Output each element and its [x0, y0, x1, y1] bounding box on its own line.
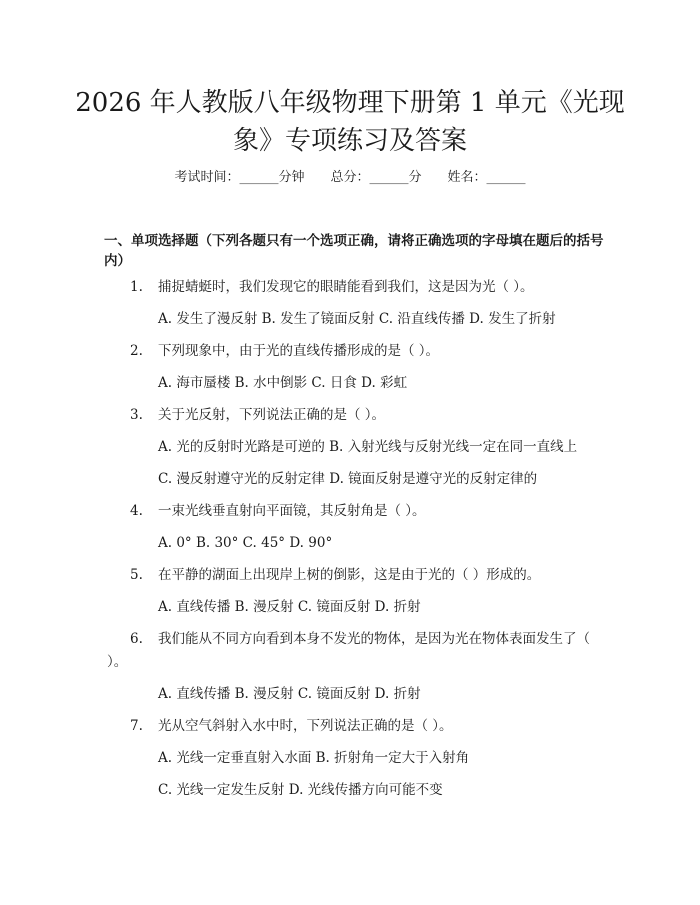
question-text: 光从空气斜射入水中时，下列说法正确的是（ ）。: [158, 718, 453, 734]
student-name-label: 姓名：______: [447, 170, 526, 185]
question-stem: [107, 276, 592, 299]
question-options: A. 海市蜃楼 B. 水中倒影 C. 日食 D. 彩虹: [158, 375, 408, 391]
question-text: 在平静的湖面上出现岸上树的倒影，这是由于光的（ ）形成的。: [158, 567, 541, 583]
total-score-label: 总分：______分: [330, 170, 422, 185]
question-stem: [107, 340, 592, 363]
question-list: [0, 276, 700, 811]
question-item: [0, 628, 700, 706]
question-item: [0, 404, 700, 491]
question-item: [0, 500, 700, 555]
question-text: 捕捉蜻蜓时，我们发现它的眼睛能看到我们，这是因为光（ ）。: [158, 279, 534, 295]
question-stem: [107, 500, 592, 523]
question-number: 7.: [130, 718, 143, 734]
question-item: [0, 564, 700, 619]
question-options: C. 漫反射遵守光的反射定律 D. 镜面反射是遵守光的反射定律的: [158, 471, 538, 487]
question-options: A. 直线传播 B. 漫反射 C. 镜面反射 D. 折射: [158, 686, 421, 702]
question-number: 4.: [130, 503, 143, 519]
question-number: 5.: [130, 567, 143, 583]
question-item: [0, 715, 700, 802]
question-text: 下列现象中，由于光的直线传播形成的是（ ）。: [158, 343, 440, 359]
exam-time-label: 考试时间：______分钟: [174, 170, 305, 185]
question-options: A. 发生了漫反射 B. 发生了镜面反射 C. 沿直线传播 D. 发生了折射: [158, 311, 556, 327]
question-item: [0, 340, 700, 395]
question-options: C. 光线一定发生反射 D. 光线传播方向可能不变: [158, 782, 443, 798]
question-item: [0, 276, 700, 331]
question-stem: [107, 715, 592, 738]
exam-meta: [0, 169, 700, 187]
question-stem: [107, 564, 592, 587]
document-title: 2026 年人教版八年级物理下册第 1 单元《光现象》专项练习及答案: [75, 88, 625, 156]
question-number: 6.: [130, 631, 143, 647]
question-text: 我们能从不同方向看到本身不发光的物体，是因为光在物体表面发生了（ ）。: [107, 631, 590, 670]
question-options: A. 0° B. 30° C. 45° D. 90°: [158, 535, 333, 551]
question-stem: [107, 404, 592, 427]
question-options: A. 直线传播 B. 漫反射 C. 镜面反射 D. 折射: [158, 599, 421, 615]
question-number: 3.: [130, 407, 143, 423]
question-stem: [107, 628, 592, 674]
question-number: 2.: [130, 343, 143, 359]
question-number: 1.: [130, 279, 143, 295]
question-text: 一束光线垂直射向平面镜，其反射角是（ ）。: [158, 503, 426, 519]
question-options: A. 光的反射时光路是可逆的 B. 入射光线与反射光线一定在同一直线上: [158, 439, 578, 455]
section-heading: 一、单项选择题（下列各题只有一个选项正确，请将正确选项的字母填在题后的括号内）: [104, 233, 604, 269]
question-options: A. 光线一定垂直射入水面 B. 折射角一定大于入射角: [158, 750, 470, 766]
question-text: 关于光反射，下列说法正确的是（ ）。: [158, 407, 386, 423]
